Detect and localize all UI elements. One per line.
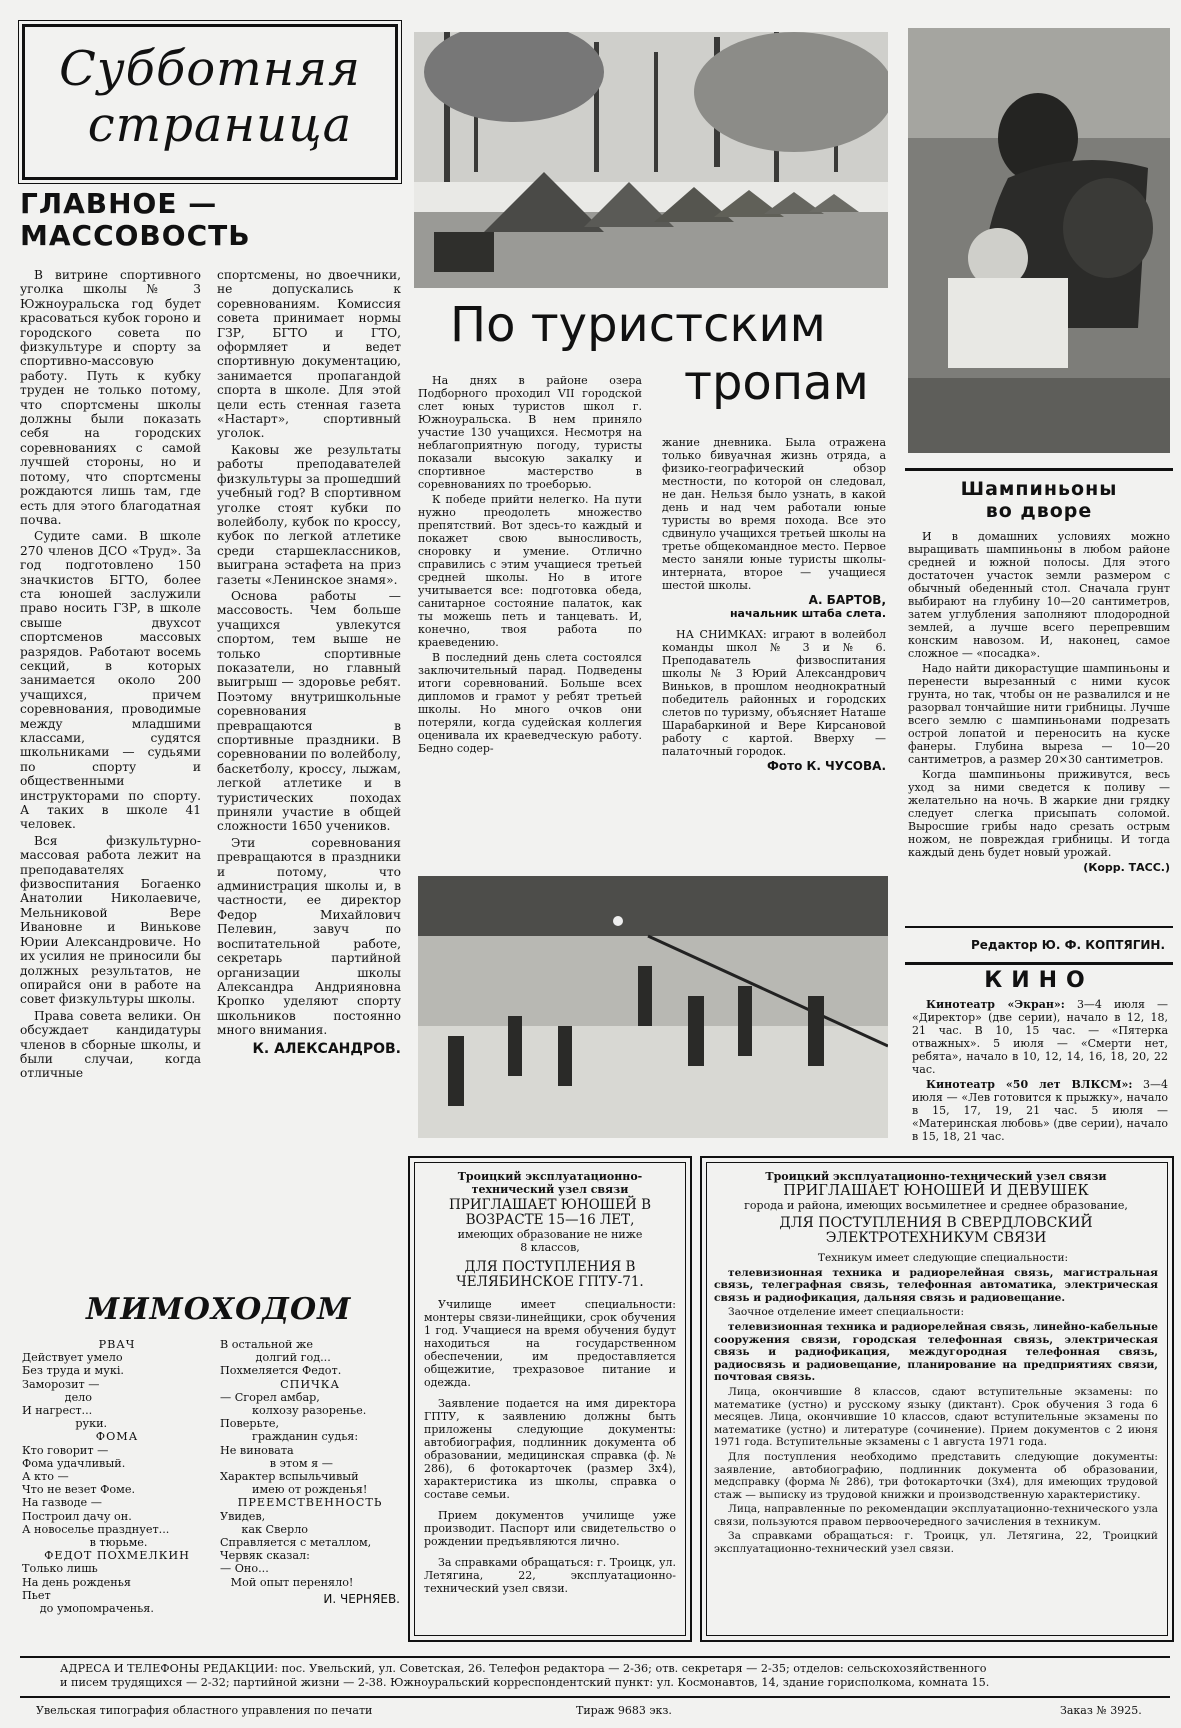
article3-title (905, 478, 1173, 522)
article1-para: Права совета велики. Он обсуждает кандидатуры членов в сборные школы, и были случаи, когда отличные (20, 1008, 201, 1081)
poem-title: СПИЧКА (280, 1377, 340, 1391)
ad1-target: ДЛЯ ПОСТУПЛЕНИЯ В ЧЕЛЯБИНСКОЕ ГПТУ-71. (456, 1259, 644, 1290)
poem-text: Кто говорит — Фома удачливый. А кто — Что не везет Фоме. На газводе — Построил дачу он. А новоселье празднует... в тюрьме. (22, 1443, 170, 1550)
article1-para: Судите сами. В школе 270 членов ДСО «Труд». За год подготовлено 150 значкистов БГТО, более ста юношей заслужили право носить ГЗР, в школе свыше двухсот спортсменов массовых разрядов. Работают восемь секций, в которых занимается около 200 учащихся, причем соревнования, проводимые между младшими классами, судятся школьниками — судьями по спорту и общественными инструкторами по спорту. А таких в школе 41 человек. (20, 529, 201, 832)
article1-title-line1: ГЛАВНОЕ — (20, 187, 218, 220)
ad2-edu: города и района, имеющих восьмилетнее и среднее образование, (744, 1199, 1128, 1212)
ad1-para: Прием документов училище уже производит. Паспорт или свидетельство о рождении предъявляются лично. (424, 1509, 676, 1548)
mimohodom-author: И. ЧЕРНЯЕВ. (323, 1591, 400, 1606)
footer-rule (20, 1656, 1170, 1658)
article2-captions: НА СНИМКАХ: играют в волейбол команды школ № 3 и № 6. Преподаватель физвоспитания школы № 3 Юрий Александрович Виньков, в прошлом неоднократный победитель районных и городских слетов по туризму, объясняет Наташе Шарабаркиной и Вере Кирсановой работу с картой. Вверху — палаточный городок. (662, 628, 886, 758)
ad1-para: За справками обращаться: г. Троицк, ул. Летягина, 22, эксплуатационно-технический узел связи. (424, 1556, 677, 1595)
article1-title-line2: МАССОВОСТЬ (20, 219, 251, 252)
kino-schedule-1: 3—4 июля — «Директор» (две серии), начало в 12, 18, 21 час. В 10, 15 час. — «Пятерка отважных». 5 июля — «Смерти нет, ребята», начало в 10, 12, 14, 16, 18, 20, 22 час. (912, 998, 1168, 1076)
divider-rule (905, 468, 1173, 471)
article2-title-line2: тропам (684, 355, 869, 411)
mimohodom-right (220, 1338, 400, 1606)
ad2-target: ДЛЯ ПОСТУПЛЕНИЯ В СВЕРДЛОВСКИЙ ЭЛЕКТРОТЕХНИКУМ СВЯЗИ (779, 1215, 1093, 1246)
article3-title-line2: во дворе (985, 500, 1093, 522)
ad2-para: Для поступления необходимо представить следующие документы: заявление, автобиографию, подлинник документа об образовании, медсправку (форма № 286), три фотокарточки (3х4), для имеющих трудовой стаж — выписку из трудовой книжки и производственную характеристику. (714, 1450, 1158, 1501)
article1-para: спортсмены, но двоечники, не допускались к соревнованиям. Комиссия совета принимает нормы ГЗР, БГТО и ГТО, оформляет и ведет спортивную документацию, занимается пропагандой спорта в школе. Для этой цели есть стенная газета «Настарт», спортивный уголок. (217, 268, 401, 441)
article3-credit: (Корр. ТАСС.) (1083, 861, 1170, 874)
article3-para: Надо найти дикорастущие шампиньоны и перенести вырезанный с ними кусок грунта, но так, чтобы он не развалился и не разорвал тончайшие нити грибницы. Лучше всего землю с шампиньонами подрезать острой лопатой и переносить на куске фанеры. Глубина выреза — 10—20 сантиметров, а размер 20×30 сантиметров. (908, 662, 1170, 766)
article2-para: На днях в районе озера Подборного проходил VII городской слет юных туристов школ г. Южноуральска. В нем приняло участие 130 учащихся. Несмотря на неблагоприятную погоду, туристы показали высокую закалку и спортивное мастерство в соревнованиях по троеборью. (418, 374, 642, 491)
footer-address (60, 1662, 1170, 1690)
mimohodom-left (22, 1338, 212, 1615)
footer-order: Заказ № 3925. (1060, 1704, 1142, 1717)
volleyball-illustration (418, 876, 888, 1138)
article1-para: Основа работы — массовость. Чем больше учащихся увлекутся спортом, тем выше не только спортивные показатели, но главный выигрыш — здоровье ребят. Поэтому внутришкольные соревнования превращаются в спортивные праздники. В соревновании по волейболу, баскетболу, кроссу, лыжам, легкой атлетике и в туристических походах приняли участие в общей сложности 1650 учеников. (217, 588, 401, 834)
article1-col2 (217, 268, 401, 1056)
ad2-invite: ПРИГЛАШАЕТ ЮНОШЕЙ И ДЕВУШЕК (783, 1183, 1089, 1199)
ad1-invite: ПРИГЛАШАЕТ ЮНОШЕЙ В ВОЗРАСТЕ 15—16 ЛЕТ, (448, 1197, 652, 1228)
masthead-line1: Субботняя (59, 41, 361, 97)
ad2-para: телевизионная техника и радиорелейная связь, магистральная связь, телеграфная связь, телефонная автоматика, электрическая связь и радиофикация, дальняя связь и радиовещание. (714, 1266, 1158, 1304)
article3-title-line1: Шампиньоны (960, 478, 1118, 500)
article1-para: Каковы же результаты работы преподавателей физкультуры за прошедший учебный год? В спортивном уголке стоят кубки по волейболу, кубок по кроссу, кубок по легкой атлетике среди старшеклассников, выиграна эстафета на приз газеты «Ленинское знамя». (217, 442, 401, 587)
article2-para: В последний день слета состоялся заключительный парад. Подведены итоги соревнований. Больше всех дипломов и грамот у ребят третьей школы. Но много очков они потеряли, когда судейская коллегия оценивала их краеведческую работу. Бедно содер- (418, 651, 642, 755)
ad1-edu: имеющих образование не ниже 8 классов, (457, 1228, 643, 1254)
article1-para: В витрине спортивного уголка школы № 3 Южноуральска год будет красоваться кубок гороно и городского совета по физкультуре и спорту за спортивно-массовую работу. Путь к кубку труден не только потому, что спортсмены школы должны были показать себя на городских соревнованиях с самой лучшей стороны, но и потому, что спортсмены рождаются лишь там, где есть для этого благодатная почва. (20, 268, 201, 527)
article2-col2 (662, 436, 886, 773)
instructor-illustration (908, 28, 1170, 453)
kino-schedule-2: 3—4 июля — «Лев готовится к прыжку», начало в 15, 17, 19, 21 час. 5 июля — «Материнская любовь» (две серии), начало в 15, 18, 21 час. (912, 1078, 1168, 1143)
ad2-content (714, 1170, 1158, 1558)
ad1-content (424, 1170, 676, 1597)
article3-body (908, 530, 1170, 874)
ad2-para: Техникум имеет следующие специальности: (817, 1252, 1069, 1264)
poem-text: Действует умело Без труда и мукi. Заморозит — дело И нагрест... руки. (22, 1351, 124, 1431)
ad1-body (424, 1298, 676, 1595)
ad2-para: Лица, направленные по рекомендации эксплуатационно-технического узла связи, пользуются правом первоочередного зачисления в техникум. (714, 1503, 1158, 1528)
article1-para: Эти соревнования превращаются в праздники и потому, что администрация школы и, в частности, ее директор Федор Михайлович Пелевин, завуч по воспитательной работе, секретарь партийной организации школы Александра Андрияновна Кропко уделяют спорту школьников постоянно много внимания. (217, 835, 401, 1038)
divider-rule (905, 962, 1173, 965)
article2-photo-credit: Фото К. ЧУСОВА. (766, 759, 886, 773)
poem-text: Только лишь На день рожденья Пьет до умопомраченья. (22, 1562, 154, 1616)
article2-title-line1: По туристским (450, 297, 826, 353)
volleyball-photo (418, 876, 888, 1138)
footer-address-line2: и писем трудящихся — 2-32; партийной жизни — 2-38. Южноуральский корреспондентский пункт: ул. Космонавтов, 14, здание горисполкома, комната 15. (60, 1676, 990, 1689)
kino-para-1 (912, 998, 1168, 1076)
article1-title (20, 188, 251, 252)
tent-camp-photo (414, 32, 888, 288)
kino-title: КИНО (984, 968, 1094, 993)
editor-line: Редактор Ю. Ф. КОПТЯГИН. (970, 938, 1165, 952)
article3-para: Когда шампиньоны приживутся, весь уход за ними сведется к поливу — желательно на ночь. В жаркие дни грядку следует слегка присыпать соломой. Выросшие грибы надо срезать острым ножом, не повреждая грибницы. И тогда каждый день будет новый урожай. (908, 768, 1170, 859)
ad2-para: телевизионная техника и радиорелейная связь, линейно-кабельные сооружения связи, городская телефонная связь, электрическая связь и радиофикация, междугородная телефонная связь, радиосвязь и радиовещание, планирование на предприятиях связи, почтовая связь. (714, 1320, 1158, 1384)
article2-author: А. БАРТОВ, (808, 593, 886, 607)
kino-body (912, 998, 1168, 1145)
ad1-para: Училище имеет специальности: монтеры связи-линейщики, срок обучения 1 год. Учащиеся на время обучения будут находиться на государственном обеспечении, им предоставляется общежитие, трехразовое питание и одежда. (424, 1298, 676, 1389)
masthead-line2: страница (87, 97, 353, 153)
mimohodom-title: МИМОХОДОМ (86, 1292, 352, 1327)
poem-title: ФОМА (95, 1430, 139, 1444)
ad2-body (714, 1252, 1158, 1556)
footer-printer: Увельская типография областного управления по печати (36, 1704, 373, 1717)
article2-para: жание дневника. Была отражена только бивуачная жизнь отряда, а физико-географический обзор местности, по которой он следовал, не дан. Нельзя было узнать, в какой день и над чем работали юные туристы во время похода. Все это сдвинуло учащихся третьей школы на третье общекомандное место. Первое место заняли юные туристы школы-интерната, второе — учащиеся шестой школы. (662, 436, 886, 592)
ad1-para: Заявление подается на имя директора ГПТУ, к заявлению должны быть приложены следующие документы: автобиография, подлинник документа об образовании, медицинская справка (ф. № 286), 6 фотокарточек (размер 3х4), характеристика из школы, справка о составе семьи. (424, 1397, 676, 1501)
poem-title: ФЕДОТ ПОХМЕЛКИН (44, 1549, 190, 1563)
poem-title: ПРЕЕМСТВЕННОСТЬ (237, 1496, 383, 1510)
article1-para: Вся физкультурно-массовая работа лежит на преподавателях физвоспитания Богаенко Анатолии Николаевиче, Мельниковой Вере Ивановне и Винькове Юрии Александровиче. Но их усилия не приносили бы должных результатов, не опирайся они в работе на совет физкультуры школы. (20, 833, 201, 1007)
tent-camp-illustration (414, 32, 888, 288)
kino-para-2 (912, 1078, 1168, 1143)
poem-text: Увидев, как Сверло Справляется с металлом, Червяк сказал: — Оно... Мой опыт переняло! (220, 1509, 372, 1589)
kino-cinema-2: Кинотеатр «50 лет ВЛКСМ»: (926, 1078, 1133, 1091)
footer-circulation: Тираж 9683 экз. (576, 1704, 672, 1717)
poem-title: РВАЧ (98, 1338, 136, 1351)
article1-author: К. АЛЕКСАНДРОВ. (252, 1040, 401, 1057)
ad2-para: Лица, окончившие 8 классов, сдают вступительные экзамены: по математике (устно) и русскому языку (диктант). Срок обучения 3 года 6 месяцев. Лица, окончившие 10 классов, сдают вступительные экзамены по математике (устно) и литературе (сочинение). Прием документов с 2 июня 1971 года. Вступительные экзамены с 1 августа 1971 года. (714, 1385, 1158, 1449)
article2-author-role: начальник штаба слета. (729, 607, 886, 620)
instructor-photo (908, 28, 1170, 453)
ad2-org: Троицкий эксплуатационно-технический узел связи (765, 1170, 1107, 1183)
article3-para: И в домашних условиях можно выращивать шампиньоны в любом районе средней и южной полосы. Для этого достаточен участок земли размером с обычный обеденный стол. Сначала грунт выбирают на глубину 10—20 сантиметров, затем углубления заполняют плодородной землей, а лучше всего перепревшим конским навозом. И, наконец, самое сложное — «посадка». (908, 530, 1170, 660)
article1-col1 (20, 268, 201, 1083)
masthead-box (22, 24, 398, 180)
ad1-org: Троицкий эксплуатационно-технический узел связи (457, 1170, 643, 1196)
ad2-para: За справками обращаться: г. Троицк, ул. Летягина, 22, Троицкий эксплуатационно-технический узел связи. (714, 1530, 1158, 1556)
article2-col1 (418, 374, 642, 757)
article2-para: К победе прийти нелегко. На пути нужно преодолеть множество препятствий. Вот здесь-то каждый и покажет свою выносливость, сноровку и умение. Отлично справились с этим учащиеся третьей средней школы. Но в итоге учитывается все: подготовка обеда, санитарное состояние палаток, как ты можешь петь и танцевать. И, конечно, твоя работа по краеведению. (418, 493, 642, 649)
poem-text: В остальной же долгий год... Похмеляется Федот. (220, 1338, 342, 1378)
poem-text: — Сгорел амбар, колхозу разоренье. Поверьте, гражданин судья: Не виновата в этом я — Характер вспыльчивый имею от рожденья! (220, 1390, 368, 1497)
footer-rule (20, 1696, 1170, 1698)
ad2-para: Заочное отделение имеет специальности: (728, 1306, 965, 1319)
divider-rule (905, 926, 1173, 928)
footer-address-line1: АДРЕСА И ТЕЛЕФОНЫ РЕДАКЦИИ: пос. Увельский, ул. Советская, 26. Телефон редактора — 2-36; отв. секретаря — 2-35; отделов: сельскохозяйственного (60, 1662, 987, 1675)
kino-cinema-1: Кинотеатр «Экран»: (926, 998, 1065, 1011)
